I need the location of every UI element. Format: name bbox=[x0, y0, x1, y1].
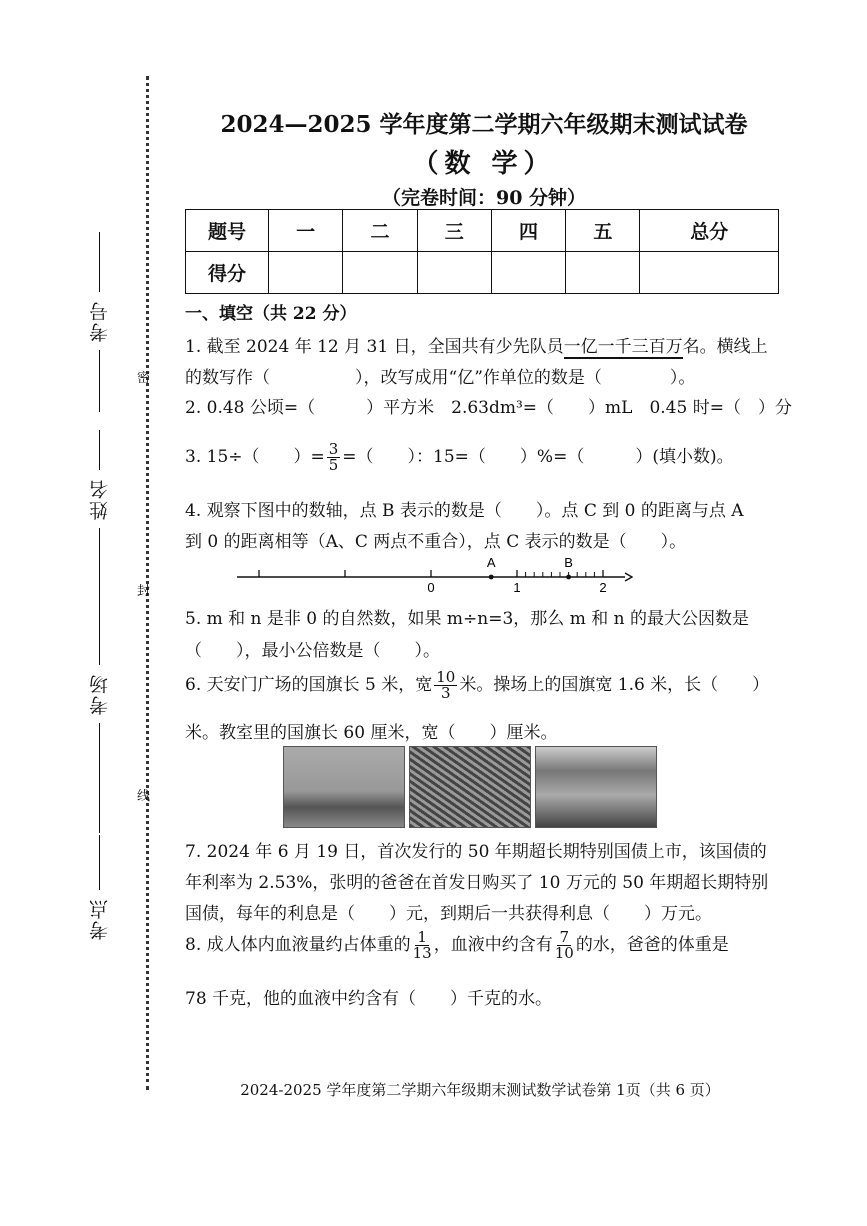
question-text: =（ ）：15=（ ）%=（ ）(填小数)。 bbox=[342, 447, 734, 467]
fraction bbox=[555, 930, 574, 961]
question-8-line-1 bbox=[185, 930, 785, 961]
score-table-cell: 题号 bbox=[186, 210, 269, 252]
playground-flag-photo bbox=[409, 746, 531, 828]
fraction-denominator: 3 bbox=[441, 684, 451, 702]
number-line-point-label: A bbox=[486, 555, 496, 570]
question-7-line-2: 年利率为 2.53%，张明的爸爸在首发日购买了 10 万元的 50 年期超长期特别 bbox=[185, 873, 769, 893]
score-table-cell: 五 bbox=[566, 210, 640, 252]
exam-site-field[interactable] bbox=[84, 835, 114, 948]
seal-mark-mi: 密 bbox=[137, 371, 151, 386]
question-3 bbox=[185, 442, 785, 473]
classroom-flag-photo bbox=[535, 746, 657, 828]
exam-duration: （完卷时间：90 分钟） bbox=[381, 187, 587, 209]
fraction-numerator: 10 bbox=[436, 668, 456, 686]
score-table-cell: 二 bbox=[343, 210, 417, 252]
score-table-cell: 总分 bbox=[640, 210, 779, 252]
score-input-cell[interactable] bbox=[417, 252, 491, 294]
seal-mark-xian: 线 bbox=[137, 789, 151, 804]
score-table-cell: 得分 bbox=[186, 252, 269, 294]
score-table-score-row bbox=[186, 252, 779, 294]
exam-title: 2024—2025 学年度第二学期六年级期末测试试卷 bbox=[220, 111, 748, 138]
score-table-cell: 四 bbox=[491, 210, 565, 252]
number-line-tick-label: 2 bbox=[599, 580, 607, 592]
score-table bbox=[185, 209, 779, 294]
exam-site-label: 考点 bbox=[88, 898, 111, 940]
score-table-header-row bbox=[186, 210, 779, 252]
subject-title: （数 学） bbox=[412, 149, 556, 179]
fraction bbox=[327, 442, 341, 473]
number-line-tick-label: 0 bbox=[427, 580, 435, 592]
question-text: 3. 15÷（ ）= bbox=[185, 447, 325, 467]
number-line-point-label: B bbox=[564, 555, 573, 570]
name-field[interactable] bbox=[84, 430, 114, 643]
question-text: 8. 成人体内血液量约占体重的 bbox=[185, 935, 411, 955]
number-line-point bbox=[489, 575, 494, 580]
name-label: 姓名 bbox=[88, 478, 111, 520]
exam-number-label: 考号 bbox=[88, 300, 111, 342]
tiananmen-square-photo bbox=[283, 746, 405, 828]
score-input-cell[interactable] bbox=[491, 252, 565, 294]
fraction-denominator: 10 bbox=[554, 944, 574, 962]
question-text: 的水，爸爸的体重是 bbox=[575, 935, 729, 955]
flag-photos bbox=[283, 746, 657, 828]
number-line-tick-label: 1 bbox=[513, 580, 521, 592]
question-7-line-1: 7. 2024 年 6 月 19 日，首次发行的 50 年期超长期特别国债上市，该国债的 bbox=[185, 842, 767, 862]
question-4-line-1: 4. 观察下图中的数轴，点 B 表示的数是（ ）。点 C 到 0 的距离与点 A bbox=[185, 501, 744, 521]
question-text: 1. 截至 2024 年 12 月 31 日，全国共有少先队员 bbox=[185, 337, 564, 357]
question-8-line-2: 78 千克，他的血液中约含有（ ）千克的水。 bbox=[185, 989, 553, 1009]
fraction-denominator: 13 bbox=[412, 944, 432, 962]
exam-room-field[interactable] bbox=[84, 640, 114, 833]
number-line-svg bbox=[233, 552, 633, 592]
question-2: 2. 0.48 公顷=（ ）平方米 2.63dm³=（ ）mL 0.45 时=（ ）分 bbox=[185, 398, 792, 418]
question-text: ，血液中约含有 bbox=[433, 935, 553, 955]
score-input-cell[interactable] bbox=[640, 252, 779, 294]
score-table-cell: 一 bbox=[269, 210, 343, 252]
question-7-line-3: 国债，每年的利息是（ ）元，到期后一共获得利息（ ）万元。 bbox=[185, 904, 712, 924]
score-input-cell[interactable] bbox=[269, 252, 343, 294]
fraction-denominator: 5 bbox=[328, 456, 339, 474]
binding-dotted-line bbox=[146, 76, 149, 1090]
score-table-cell: 三 bbox=[417, 210, 491, 252]
question-1-line-2: 的数写作（ ），改写成用“亿”作单位的数是（ ）。 bbox=[185, 368, 696, 388]
score-input-cell[interactable] bbox=[566, 252, 640, 294]
question-6-line-1 bbox=[185, 670, 785, 701]
number-line bbox=[233, 552, 633, 592]
score-input-cell[interactable] bbox=[343, 252, 417, 294]
question-6-line-2: 米。教室里的国旗长 60 厘米，宽（ ）厘米。 bbox=[185, 723, 558, 743]
question-4-line-2: 到 0 的距离相等（A、C 两点不重合），点 C 表示的数是（ ）。 bbox=[185, 532, 687, 552]
fraction bbox=[413, 930, 432, 961]
question-text: 米。操场上的国旗宽 1.6 米，长（ ） bbox=[459, 675, 770, 695]
question-text: 6. 天安门广场的国旗长 5 米，宽 bbox=[185, 675, 433, 695]
question-1-line-1 bbox=[185, 339, 785, 356]
exam-number-field[interactable] bbox=[84, 232, 114, 412]
number-line-arrow bbox=[625, 573, 632, 581]
fraction bbox=[434, 670, 457, 701]
question-5-line-2: （ ），最小公倍数是（ ）。 bbox=[185, 641, 440, 661]
fraction-numerator: 3 bbox=[328, 440, 339, 458]
fraction-numerator: 7 bbox=[559, 928, 570, 946]
exam-room-label: 考场 bbox=[88, 673, 111, 715]
number-line-point bbox=[566, 575, 571, 580]
section-1-title: 一、填空（共 22 分） bbox=[185, 304, 357, 324]
question-5-line-1: 5. m 和 n 是非 0 的自然数，如果 m÷n=3，那么 m 和 n 的最大公因数是 bbox=[185, 609, 749, 629]
page-footer: 2024-2025 学年度第二学期六年级期末测试数学试卷第 1页（共 6 页） bbox=[240, 1081, 720, 1099]
seal-mark-feng: 封 bbox=[137, 584, 151, 599]
fraction-numerator: 1 bbox=[417, 928, 427, 946]
underlined-number: 一亿一千三百万 bbox=[563, 337, 683, 357]
question-text: 名。横线上 bbox=[682, 337, 768, 357]
